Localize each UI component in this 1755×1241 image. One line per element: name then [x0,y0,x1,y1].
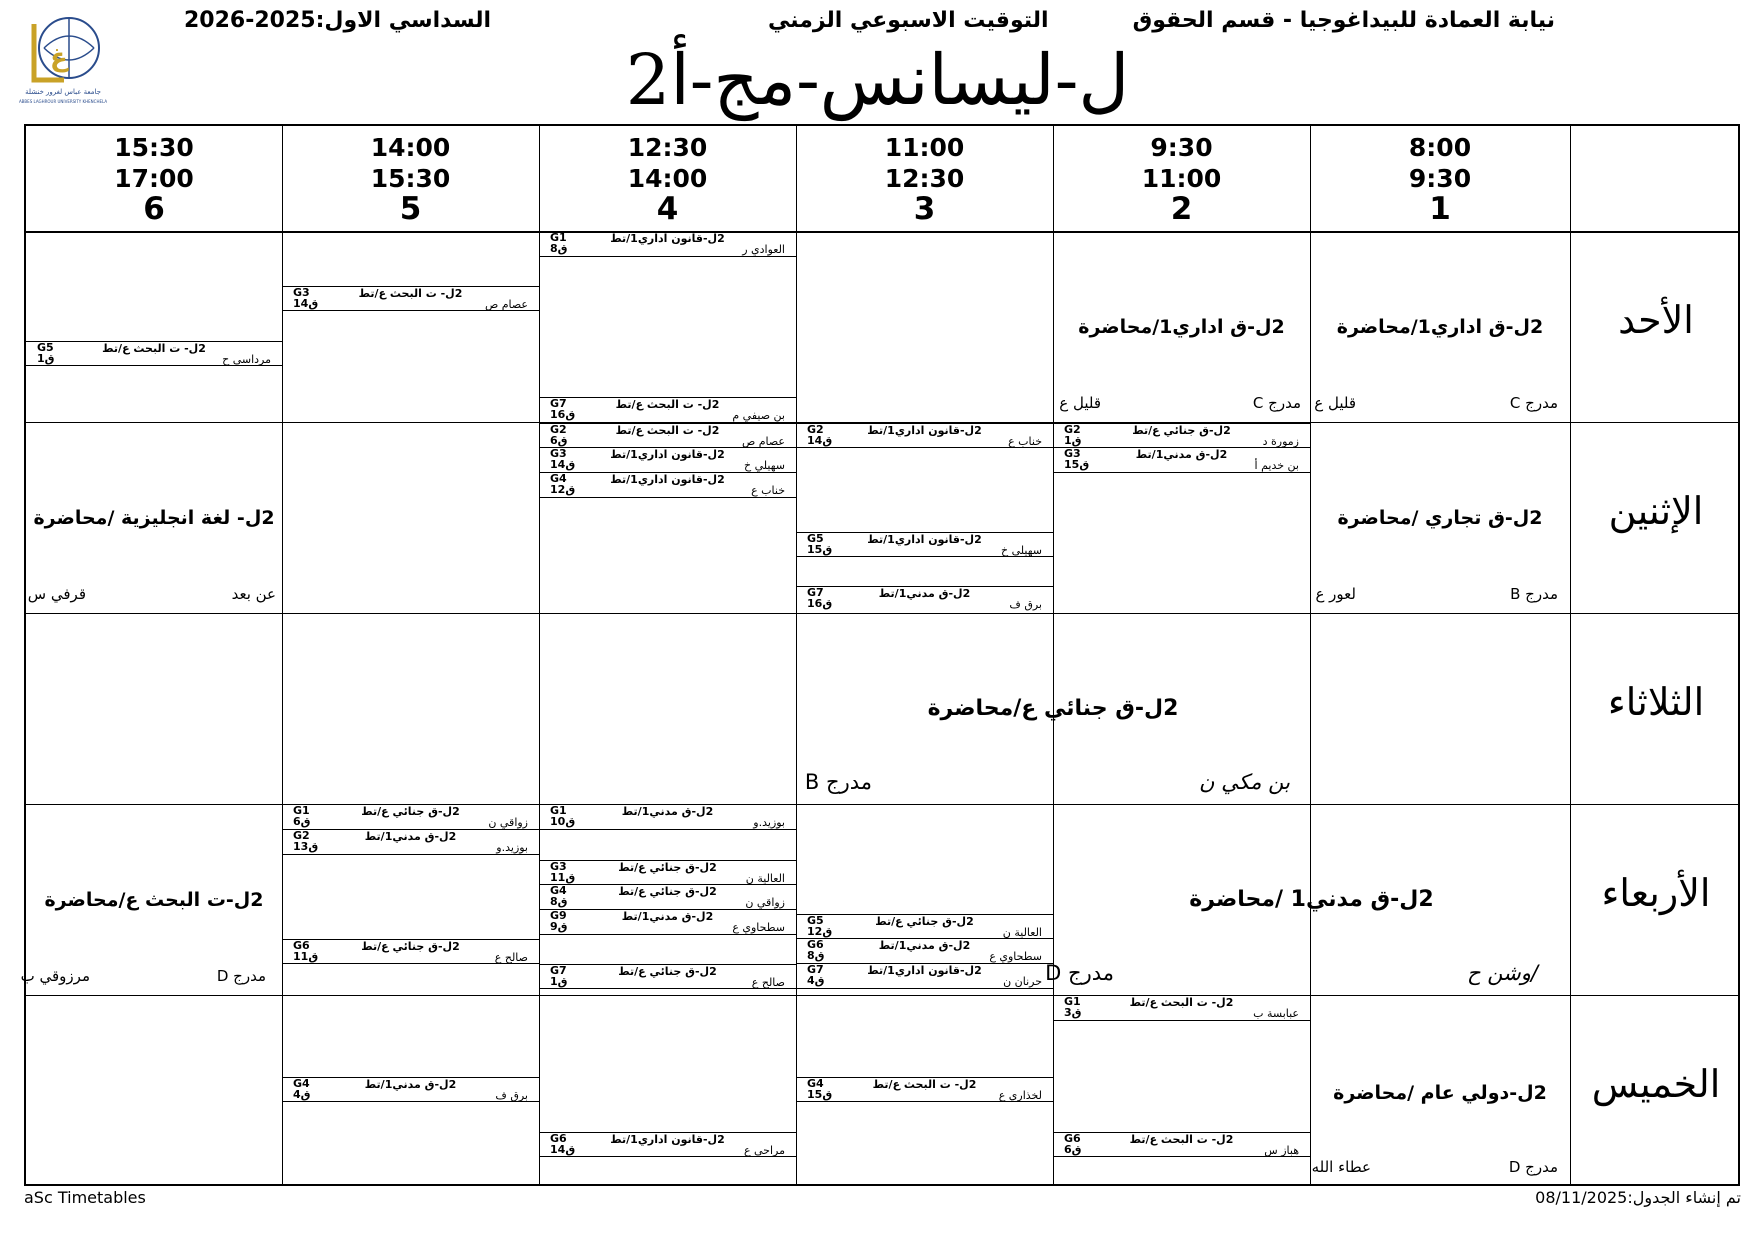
lecture-title: 2ل-ق تجاري /محاضرة [1337,507,1543,529]
slot-room: ق6 [550,434,568,447]
slot-subject: 2ل-ق جنائي ع/تط [1132,424,1231,437]
slot-teacher: زواقي ن [745,896,785,909]
slot-group: G3 [293,286,310,299]
slot-room: ق15 [1064,458,1090,471]
tutorial-slot [1053,423,1310,448]
slot-teacher: حرنان ن [1003,975,1042,988]
slot-teacher: لخذاري ع [998,1089,1042,1102]
slot-subject: 2ل-قانون اداري1/تط [867,533,982,546]
slot-room: ق6 [293,815,311,828]
slot-group: G5 [37,341,54,354]
slot-teacher: العالية ن [745,872,785,885]
slot-teacher: بوزيد.و [753,816,785,829]
period-number: 1 [1429,191,1451,227]
lecture-teacher: عطاء الله [1311,1158,1371,1176]
slot-subject: 2ل- ت البحث ع/تط [1129,1133,1234,1146]
slot-subject: 2ل-ق مدني1/تط [878,587,971,600]
lecture-title: 2ل- لغة انجليزية /محاضرة [33,507,275,529]
slot-subject: 2ل- ت البحث ع/تط [615,424,720,437]
tutorial-slot [26,341,282,366]
slot-teacher: صالح ع [494,951,528,964]
slot-room: ق8 [550,895,568,908]
slot-subject: 2ل-ق مدني1/تط [878,939,971,952]
slot-group: G2 [807,423,824,436]
logo-emblem-icon [18,14,108,108]
slot-room: ق14 [807,434,833,447]
period-end: 14:00 [627,164,708,193]
slot-teacher: مرداسي ح [222,353,271,366]
tutorial-slot [539,232,796,257]
slot-subject: 2ل-قانون اداري1/تط [867,964,982,977]
slot-group: G2 [1064,423,1081,436]
lecture-teacher: بن مكي ن [1199,770,1290,794]
tutorial-slot [796,586,1053,611]
slot-room: ق1 [1064,434,1082,447]
slot-room: ق1 [37,352,55,365]
slot-group: G6 [1064,1132,1081,1145]
lecture-room: مدرج C [1509,394,1558,412]
slot-teacher: عبابسة ب [1253,1007,1299,1020]
slot-room: ق15 [807,543,833,556]
tutorial-slot [539,397,796,422]
period-start: 9:30 [1150,133,1213,162]
tutorial-slot [282,1077,539,1102]
slot-room: ق12 [807,925,833,938]
slot-teacher: صالح ع [751,976,785,989]
slot-group: G5 [807,914,824,927]
slot-teacher: بن خديم أ [1254,459,1299,472]
slot-teacher: برق ف [495,1089,528,1102]
period-header-2 [1053,126,1310,231]
slot-group: G4 [550,884,567,897]
slot-subject: 2ل-ق مدني1/تط [364,1078,457,1091]
slot-group: G1 [550,804,567,817]
slot-subject: 2ل-ق مدني1/تط [621,805,714,818]
slot-room: ق14 [550,1143,576,1156]
tutorial-slot [539,473,796,498]
day-monday: الإثنين [1608,489,1704,533]
slot-group: G2 [550,423,567,436]
period-start: 12:30 [627,133,708,162]
slot-group: G1 [293,804,310,817]
tutorial-slot [539,1132,796,1157]
slot-subject: 2ل-ق جنائي ع/تط [361,805,460,818]
slot-group: G7 [550,397,567,410]
slot-subject: 2ل-قانون اداري1/تط [610,473,725,486]
slot-teacher: بن صيفي م [732,409,785,422]
lecture-teacher: مرزوقي ب [20,967,90,985]
slot-group: G7 [550,964,567,977]
slot-teacher: سهيلي خ [1000,544,1042,557]
period-start: 8:00 [1408,133,1472,162]
slot-subject: 2ل-ق جنائي ع/تط [875,915,974,928]
period-start: 11:00 [884,133,965,162]
lecture-room: مدرج B [1510,585,1558,603]
slot-room: ق15 [807,1088,833,1101]
slot-subject: 2ل-ق مدني1/تط [1135,448,1228,461]
slot-teacher: خناب ع [751,484,785,497]
schedule-header: التوقيت الاسبوعي الزمني [768,8,1049,33]
slot-subject: 2ل- ت البحث ع/تط [1129,996,1234,1009]
page-title: 2ل-ليسانس-مج-أ [625,39,1130,121]
slot-room: ق11 [293,950,319,963]
lecture-room: عن بعد [231,585,276,603]
period-end: 9:30 [1408,164,1472,193]
slot-group: G6 [550,1132,567,1145]
slot-subject: 2ل- ت البحث ع/تط [102,342,206,355]
slot-room: ق12 [550,483,576,496]
tutorial-slot [796,423,1053,448]
lecture-room: مدرج C [1252,394,1301,412]
slot-group: G6 [293,939,310,952]
slot-subject: 2ل-قانون اداري1/تط [867,424,982,437]
slot-subject: 2ل-ق مدني1/تط [364,830,457,843]
period-header-5 [282,126,539,231]
slot-subject: 2ل-ق مدني1/تط [621,910,714,923]
slot-teacher: سطحاوي ع [732,921,785,934]
slot-subject: 2ل-قانون اداري1/تط [610,232,725,245]
timetable-grid [20,124,1740,1186]
slot-subject: 2ل-ق جنائي ع/تط [361,940,460,953]
day-thursday: الخميس [1591,1062,1721,1106]
lecture-title: 2ل-ق جنائي ع/محاضرة [927,696,1179,721]
slot-room: ق16 [807,597,833,610]
tutorial-slot [539,805,796,830]
tutorial-slot [1053,996,1310,1021]
lecture-teacher: قليل ع [1059,394,1101,412]
period-end: 15:30 [370,164,451,193]
tutorial-slot [282,830,539,855]
tutorial-slot [1053,1132,1310,1157]
slot-teacher: مراحي ع [743,1144,785,1157]
lecture-title: 2ل-دولي عام /محاضرة [1333,1082,1547,1104]
department-header: نيابة العمادة للبيداغوجيا - قسم الحقوق [1132,8,1555,33]
slot-subject: 2ل-ق جنائي ع/تط [618,885,717,898]
university-logo [18,14,108,108]
slot-room: ق16 [550,408,576,421]
period-end: 11:00 [1141,164,1222,193]
slot-group: G3 [1064,447,1081,460]
tutorial-slot [796,914,1053,939]
tutorial-slot [539,885,796,910]
slot-teacher: العالية ن [1002,926,1042,939]
tutorial-slot [282,939,539,964]
tutorial-slot [282,286,539,311]
lecture-title: 2ل-ت البحث ع/محاضرة [44,889,264,911]
slot-subject: 2ل- ت البحث ع/تط [872,1078,977,1091]
slot-room: ق11 [550,871,576,884]
lecture-teacher: قليل ع [1314,394,1356,412]
slot-teacher: سهيلي خ [743,459,785,472]
tutorial-slot [539,448,796,473]
slot-subject: 2ل- ت البحث ع/تط [615,398,720,411]
slot-room: ق10 [550,815,576,828]
slot-group: G1 [1064,995,1081,1008]
period-number: 6 [143,191,165,227]
slot-teacher: بوزيد.و [496,841,528,854]
slot-teacher: عصام ص [484,298,528,311]
period-end: 12:30 [884,164,965,193]
lecture-room: مدرج D [216,967,266,985]
period-start: 15:30 [114,133,194,162]
tutorial-slot [796,939,1053,964]
slot-group: G7 [807,586,824,599]
slot-room: ق3 [1064,1006,1082,1019]
slot-subject: 2ل-ق جنائي ع/تط [618,965,717,978]
lecture-room: مدرج D [1508,1158,1558,1176]
slot-group: G5 [807,532,824,545]
slot-teacher: زواقي ن [488,816,528,829]
slot-group: G4 [807,1077,824,1090]
slot-group: G7 [807,963,824,976]
slot-group: G3 [550,447,567,460]
slot-room: ق8 [550,242,568,255]
period-number: 3 [913,191,936,227]
lecture-title: 2ل-ق اداري1/محاضرة [1336,316,1544,338]
footer-software: aSc Timetables [24,1188,146,1207]
day-tuesday: الثلاثاء [1607,680,1705,724]
slot-group: G4 [550,472,567,485]
lecture-title: 2ل-ق اداري1/محاضرة [1078,316,1285,338]
slot-room: ق1 [550,975,568,988]
slot-teacher: برق ف [1009,598,1042,611]
slot-group: G9 [550,909,567,922]
slot-teacher: عصام ص [741,435,785,448]
lecture-room: مدرج B [804,770,872,794]
period-number: 2 [1170,191,1193,227]
slot-room: ق9 [550,920,568,933]
period-header-4 [539,126,796,231]
tutorial-slot [796,532,1053,557]
logo-subtext: ABBES LAGHROUR UNIVERSITY KHENCHELA [18,99,108,104]
period-header-1 [1310,126,1570,231]
tutorial-slot [539,860,796,885]
tutorial-slot [796,964,1053,989]
period-header-3 [796,126,1053,231]
tutorial-slot [539,964,796,989]
tutorial-slot [539,423,796,448]
lecture-title: 2ل-ق مدني1 /محاضرة [1189,887,1434,912]
slot-group: G1 [550,231,567,244]
slot-subject: 2ل- ت البحث ع/تط [358,287,463,300]
slot-room: ق14 [550,458,576,471]
lecture-teacher: /وشن ح [1466,961,1538,985]
slot-teacher: زمورة د [1262,435,1299,448]
logo-text: جامعة عباس لغرور خنشلة [25,88,101,96]
slot-subject: 2ل-ق جنائي ع/تط [618,861,717,874]
period-number: 4 [656,191,679,227]
slot-subject: 2ل-قانون اداري1/تط [610,448,725,461]
slot-teacher: العوادي ر [742,243,785,256]
tutorial-slot [282,805,539,830]
semester-header: السداسي الاول:2025-2026 [184,8,492,33]
slot-room: ق8 [807,949,825,962]
period-number: 5 [399,191,422,227]
slot-room: ق6 [1064,1143,1082,1156]
lecture-room: مدرج D [1045,961,1114,985]
slot-group: G6 [807,938,824,951]
slot-room: ق13 [293,840,319,853]
period-header-6 [26,126,282,231]
slot-room: ق4 [293,1088,311,1101]
slot-group: G4 [293,1077,310,1090]
period-start: 14:00 [370,133,451,162]
svg-text:غ: غ [50,43,68,73]
slot-group: G2 [293,829,310,842]
lecture-teacher: قرفي س [27,585,86,603]
lecture-teacher: لعور ع [1315,585,1356,603]
day-sunday: الأحد [1618,298,1694,342]
tutorial-slot [539,910,796,935]
slot-room: ق4 [807,974,825,987]
tutorial-slot [796,1077,1053,1102]
slot-group: G3 [550,860,567,873]
tutorial-slot [1053,448,1310,473]
slot-room: ق14 [293,297,319,310]
slot-teacher: هباز س [1264,1144,1299,1157]
slot-teacher: سطحاوي ع [989,950,1042,963]
slot-teacher: خناب ع [1008,435,1042,448]
slot-subject: 2ل-قانون اداري1/تط [610,1133,725,1146]
day-wednesday: الأربعاء [1601,871,1711,915]
period-end: 17:00 [114,164,194,193]
footer-date: تم إنشاء الجدول:08/11/2025 [1535,1188,1741,1207]
